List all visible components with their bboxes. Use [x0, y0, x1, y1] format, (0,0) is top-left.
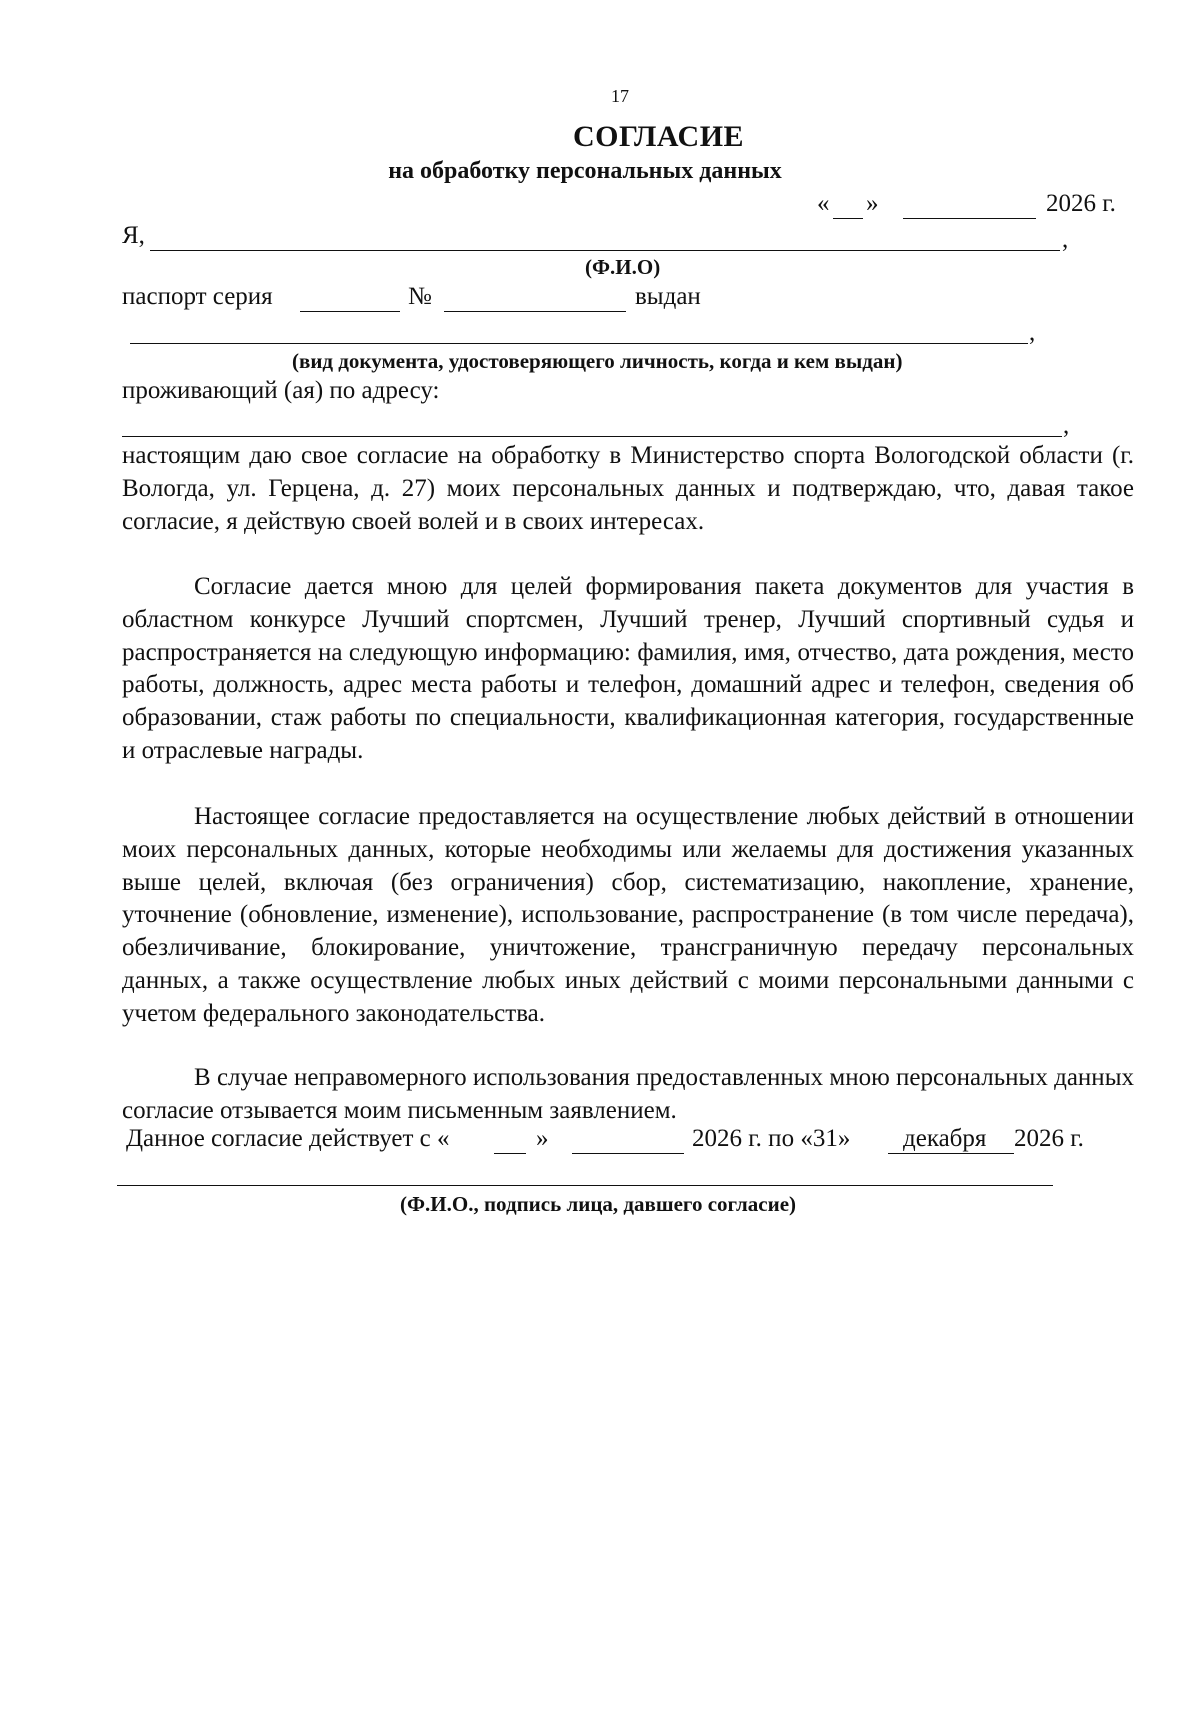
- validity-year-to: 2026 г.: [1014, 1125, 1084, 1152]
- validity-month-to-underline: [888, 1153, 1014, 1154]
- fio-caption: (Ф.И.О): [585, 255, 661, 279]
- fio-suffix: ,: [1062, 226, 1069, 253]
- document-blank[interactable]: [130, 343, 1028, 344]
- validity-close-quote: »: [536, 1125, 549, 1152]
- consent-paragraph-4: В случае неправомерного использования предоставленных мною персональных данных согласие отзывается моим письменным заявлением.: [122, 1064, 1134, 1124]
- date-close-quote: »: [866, 190, 879, 217]
- validity-prefix: Данное согласие действует с «: [126, 1125, 450, 1152]
- address-suffix: ,: [1063, 412, 1070, 439]
- page-number: 17: [611, 86, 629, 106]
- date-year: 2026 г.: [1046, 190, 1116, 217]
- consent-paragraph-2: Согласие дается мною для целей формирования пакета документов для участия в областном конкурсе Лучший спортсмен, Лучший тренер, Лучший спортивный судья и распространяется на следующую информацию: фамилия, имя, отчество, дата рождения, место работы, должность, адрес места работы и телефон, домашний адрес и телефон, сведения об образовании, стаж работы по специальности, квалификационная категория, государственные и отраслевые награды.: [122, 573, 1134, 764]
- month-blank[interactable]: [903, 218, 1036, 219]
- passport-number-label: №: [408, 283, 432, 310]
- date-open-quote: «: [817, 190, 830, 217]
- passport-series-label: паспорт серия: [122, 283, 273, 310]
- document-caption: (вид документа, удостоверяющего личность, когда и кем выдан): [292, 349, 903, 373]
- fio-prefix: Я,: [122, 222, 145, 249]
- validity-year-from: 2026 г. по «31»: [692, 1125, 851, 1152]
- passport-series-blank[interactable]: [300, 311, 400, 312]
- signature-caption: (Ф.И.О., подпись лица, давшего согласие): [400, 1192, 797, 1216]
- consent-paragraph-1: настоящим даю свое согласие на обработку в Министерство спорта Вологодской области (г. Вологда, ул. Герцена, д. 27) моих персональных данных и подтверждаю, что, давая такое согласие, я действую своей волей и в своих интересах.: [122, 442, 1134, 535]
- fio-blank[interactable]: [150, 250, 1060, 251]
- consent-paragraph-3: Настоящее согласие предоставляется на осуществление любых действий в отношении моих персональных данных, которые необходимы или желаемы для достижения указанных выше целей, включая (без ограничения) сбор, систематизацию, накопление, хранение, уточнение (обновление, изменение), использование, распространение (в том числе передача), обезличивание, блокирование, уничтожение, трансграничную передачу персональных данных, а также осуществление любых иных действий с моими персональными данными с учетом федерального законодательства.: [122, 803, 1134, 1027]
- day-blank[interactable]: [833, 218, 863, 219]
- document-subtitle: на обработку персональных данных: [388, 158, 782, 184]
- document-title: СОГЛАСИЕ: [572, 120, 745, 153]
- address-label: проживающий (ая) по адресу:: [122, 377, 440, 404]
- document-suffix: ,: [1029, 319, 1036, 346]
- passport-number-blank[interactable]: [444, 311, 626, 312]
- signature-blank[interactable]: [117, 1185, 1053, 1186]
- validity-month-to: декабря: [903, 1125, 987, 1152]
- validity-day-blank[interactable]: [494, 1153, 526, 1154]
- validity-month-blank[interactable]: [572, 1153, 684, 1154]
- address-blank[interactable]: [122, 436, 1062, 437]
- passport-issued-label: выдан: [635, 283, 701, 310]
